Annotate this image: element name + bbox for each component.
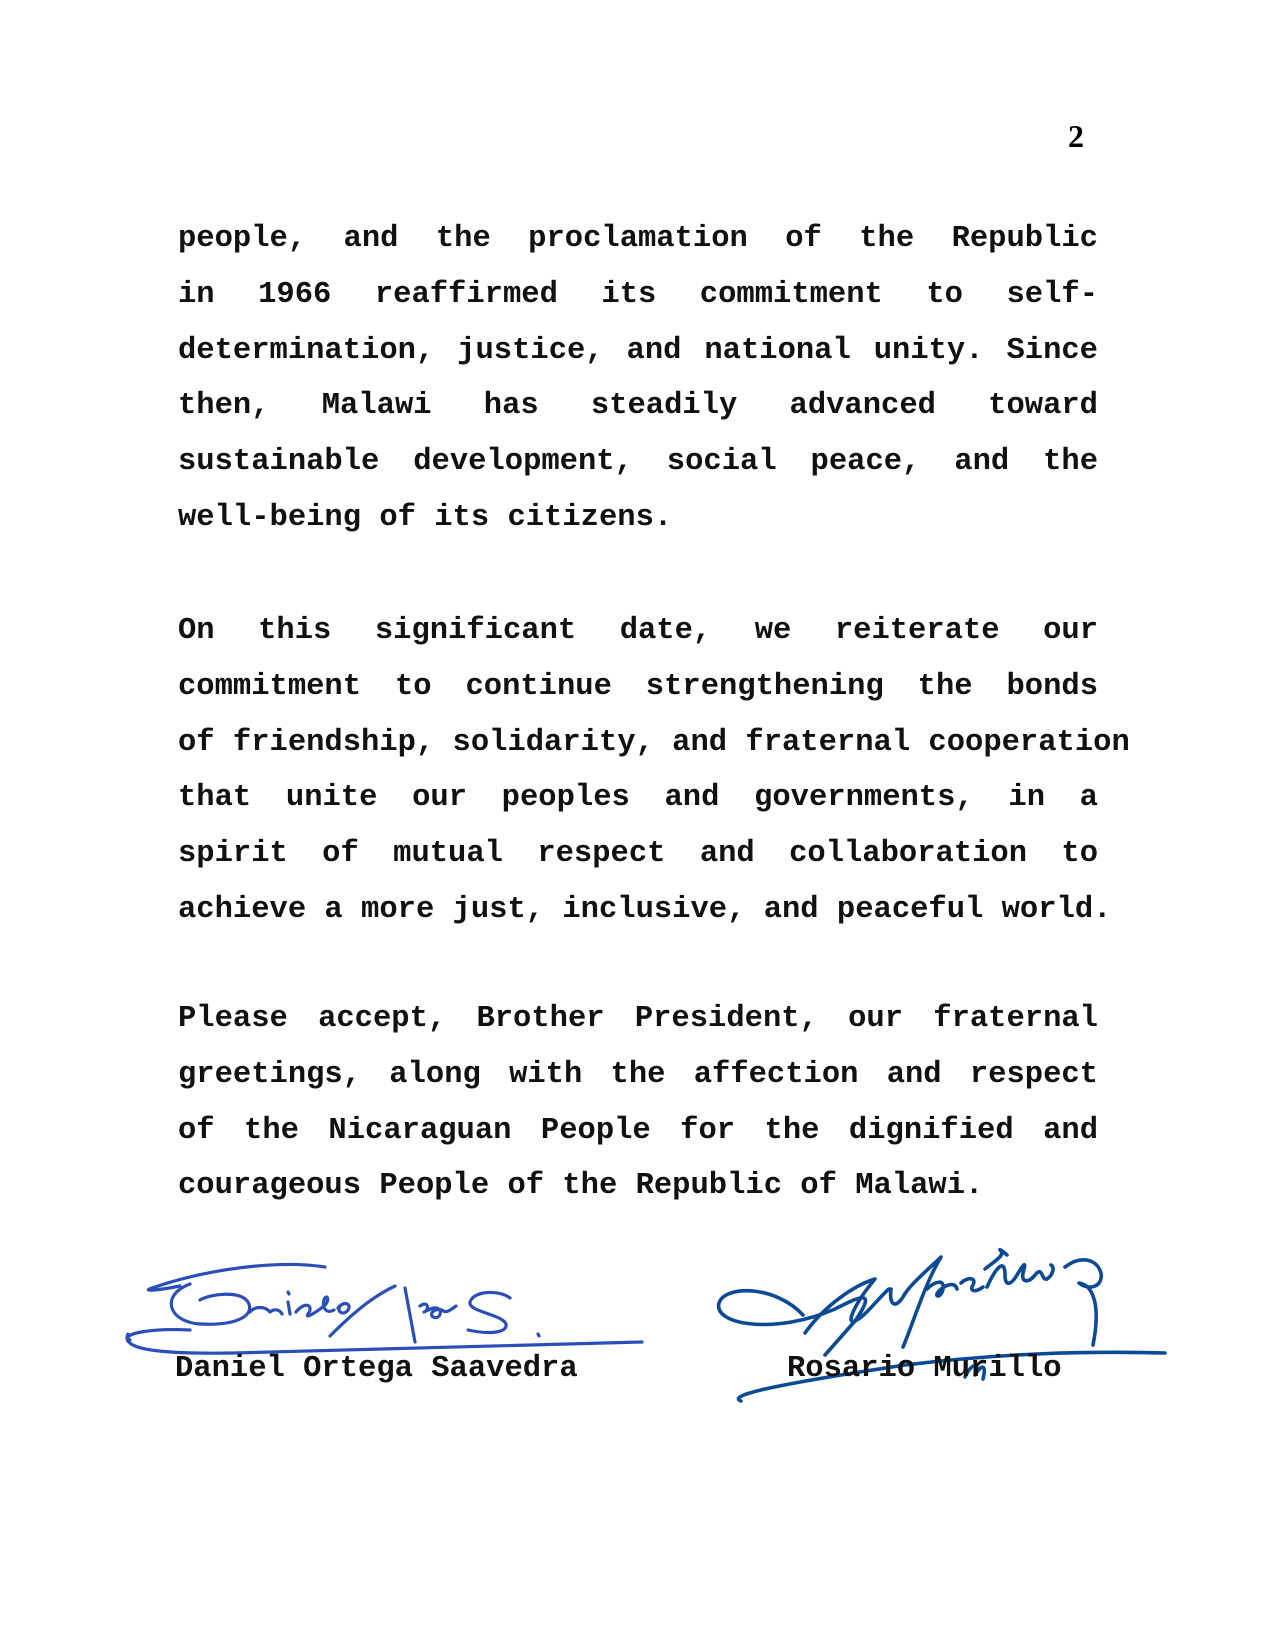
paragraph-3 bbox=[178, 992, 1098, 1215]
text-line: of the Nicaraguan People for the dignified and bbox=[178, 1113, 1098, 1148]
text-line: greetings, along with the affection and respect bbox=[178, 1057, 1098, 1092]
signatory-name-daniel-ortega: Daniel Ortega Saavedra bbox=[175, 1352, 578, 1386]
text-line: Please accept, Brother President, our fraternal bbox=[178, 1002, 1098, 1036]
text-line: On this significant date, we reiterate our bbox=[178, 614, 1098, 648]
text-line: that unite our peoples and governments, in a bbox=[178, 781, 1098, 816]
text-line: of friendship, solidarity, and fraternal cooperation bbox=[178, 725, 1130, 760]
paragraph-1 bbox=[178, 212, 1098, 547]
text-line: determination, justice, and national unity. Since bbox=[178, 333, 1098, 368]
text-line: people, and the proclamation of the Republic bbox=[178, 222, 1098, 256]
page-number: 2 bbox=[1068, 118, 1084, 154]
text-line: well-being of its citizens. bbox=[178, 500, 673, 535]
text-line: achieve a more just, inclusive, and peaceful world. bbox=[178, 892, 1112, 927]
paragraph-2 bbox=[178, 604, 1130, 939]
text-line: courageous People of the Republic of Malawi. bbox=[178, 1169, 984, 1204]
text-line: sustainable development, social peace, and the bbox=[178, 445, 1098, 480]
text-line: spirit of mutual respect and collaboration to bbox=[178, 837, 1098, 872]
text-line: in 1966 reaffirmed its commitment to self- bbox=[178, 277, 1098, 312]
signatory-name-rosario-murillo: Rosario Murillo bbox=[787, 1352, 1062, 1386]
signature-daniel-ortega bbox=[130, 1250, 670, 1360]
text-line: commitment to continue strengthening the bonds bbox=[178, 669, 1098, 704]
text-line: then, Malawi has steadily advanced toward bbox=[178, 389, 1098, 424]
